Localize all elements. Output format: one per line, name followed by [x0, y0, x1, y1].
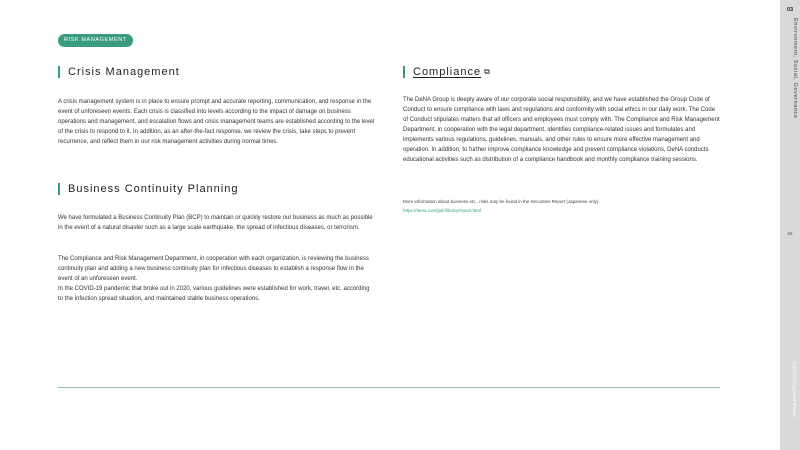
- compliance-link[interactable]: Compliance: [413, 66, 482, 78]
- heading-accent-bar: [403, 66, 405, 78]
- crisis-management-body: A crisis management system is in place to ensure prompt and accurate reporting, communication, and response in the event of unforeseen events. Each crisis is classified into levels according to the impact of damage on business operations and management, and escalation flows and crisis management teams are established according to the level of the crisis to respond to it. In addition, as an after-the-fact response, we review the crisis, take steps to prevent recurrence, and reflect them in our risk management activities during normal times.: [58, 99, 375, 145]
- compliance-heading: [403, 66, 491, 78]
- page-number: 62: [787, 231, 793, 236]
- bottom-divider: [58, 387, 720, 388]
- section-tag: RISK MANAGEMENT: [58, 34, 133, 47]
- report-brand: DeNA Integrated Report: [792, 362, 797, 419]
- external-link-icon[interactable]: ⧉: [484, 67, 491, 76]
- crisis-management-heading: [58, 66, 180, 78]
- section-number: 03: [786, 7, 794, 13]
- section-title: Environment, Social, Governance: [792, 18, 798, 119]
- bcp-body-3: In the COVID-19 pandemic that broke out in 2020, various guidelines were established for work, travel, etc. according to the infection spread situation, and maintained stable business operations.: [58, 286, 370, 302]
- section-sidebar: [780, 0, 800, 450]
- heading-accent-bar: [58, 66, 60, 78]
- heading-accent-bar: [58, 183, 60, 195]
- bcp-heading: [58, 183, 238, 195]
- bcp-title: Business Continuity Planning: [68, 183, 239, 195]
- crisis-management-title: Crisis Management: [68, 66, 180, 78]
- securities-report-note: More information about business etc., risks may be found in the Securities Report (Japanese only).: [403, 199, 600, 204]
- securities-report-link[interactable]: https://dena.com/jp/ir/library/report.html: [403, 208, 482, 213]
- compliance-body: The DeNA Group is deeply aware of our corporate social responsibility, and we have established the Group Code of Conduct to ensure compliance with laws and regulations and conformity with social ethics in our daily work. The Code of Conduct stipulates matters that all officers and employees must comply with. The Compliance and Risk Management Department, in cooperation with the legal department, identifies compliance-related issues and formulates and implements various regulations, guidelines, manuals, and other rules to ensure more effective management and operation. In addition, to further improve compliance knowledge and prevent compliance violations, DeNA conducts educational activities such as distribution of a compliance handbook and monthly compliance training sessions.: [403, 97, 720, 163]
- bcp-body-1: We have formulated a Business Continuity Plan (BCP) to maintain or quickly restore our business as much as possible in the event of a natural disaster such as a large scale earthquake, the spread of infectious diseases, or terrorism.: [58, 215, 373, 231]
- bcp-body-2: The Compliance and Risk Management Department, in cooperation with each organization, is reviewing the business continuity plan and adding a new business continuity plan for infectious diseases to establish a response flow in the event of an unforeseen event.: [58, 256, 369, 282]
